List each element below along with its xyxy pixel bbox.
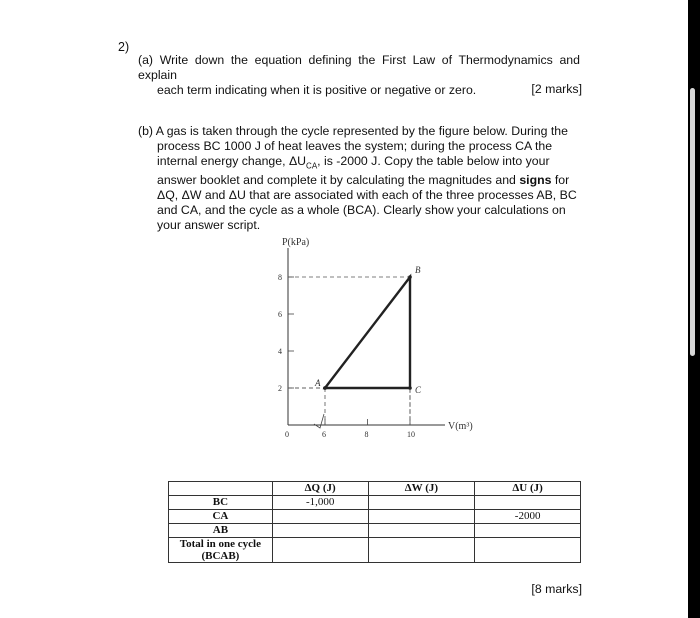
part-b-line-3	[138, 154, 580, 173]
cell-bc-dw	[368, 496, 475, 510]
x-tick-label: 0	[285, 430, 289, 439]
y-tick-label: 4	[278, 347, 282, 356]
part-b-line-3-rest: , is -2000 J. Copy the table below into your	[317, 154, 550, 168]
part-a-line-1: (a) Write down the equation defining the First Law of Thermodynamics and explain	[138, 53, 580, 82]
axis-break-mark	[314, 414, 324, 428]
x-tick-label: 10	[407, 430, 415, 439]
header-dq: ΔQ (J)	[272, 482, 368, 496]
y-axis-label: P(kPa)	[282, 237, 310, 248]
cell-ca-dq	[272, 510, 368, 524]
table-row	[169, 524, 581, 538]
header-du: ΔU (J)	[475, 482, 581, 496]
cell-ab-dw	[368, 524, 475, 538]
table-header-row	[169, 482, 581, 496]
y-tick-label: 2	[278, 384, 282, 393]
cell-total-dw	[368, 538, 475, 563]
row-label-ab: AB	[169, 524, 273, 538]
cycle-line	[325, 277, 410, 388]
table-row	[169, 496, 581, 510]
point-label-b: B	[415, 265, 421, 275]
point-label-a: A	[315, 378, 321, 388]
part-a-text	[138, 53, 580, 98]
scrollbar[interactable]	[688, 0, 700, 618]
total-label-line-2: (BCAB)	[201, 550, 240, 562]
header-blank	[169, 482, 273, 496]
part-b-line-7: your answer script.	[157, 218, 261, 233]
vertex-point	[323, 386, 327, 390]
cell-total-dq	[272, 538, 368, 563]
row-label-bc: BC	[169, 496, 273, 510]
delta-u-subscript: CA	[306, 161, 318, 171]
total-label-line-1: Total in one cycle	[179, 538, 261, 550]
signs-emphasis: signs	[519, 173, 552, 188]
part-a-line-2: each term indicating when it is positive or negative or zero.	[157, 83, 477, 97]
cell-bc-dq: -1,000	[272, 496, 368, 510]
part-b-line-6: and CA, and the cycle as a whole (BCA). Clearly show your calculations on	[157, 203, 566, 218]
part-b-line-5: ΔQ, ΔW and ΔU that are associated with each of the three processes AB, BC	[157, 188, 577, 203]
part-b-line-4-end: for	[554, 173, 570, 188]
question-number: 2)	[118, 40, 130, 54]
part-b-marks: [8 marks]	[531, 582, 582, 596]
table-row	[169, 538, 581, 563]
x-tick-label: 6	[322, 430, 326, 439]
vertex-point	[408, 275, 412, 279]
header-dw: ΔW (J)	[368, 482, 475, 496]
part-b-line-4-text: answer booklet and complete it by calculating the magnitudes and	[157, 173, 516, 188]
y-tick-label: 6	[278, 310, 282, 319]
cell-ca-dw	[368, 510, 475, 524]
part-b-line-2: process BC 1000 J of heat leaves the system; during the process CA the	[157, 139, 553, 153]
part-b-line-4	[138, 173, 580, 188]
cycle-path	[323, 275, 412, 390]
delta-u-symbol: internal energy change, ΔU	[157, 154, 307, 168]
cell-ab-du	[475, 524, 581, 538]
table-row	[169, 510, 581, 524]
cell-ab-dq	[272, 524, 368, 538]
answer-table	[168, 481, 581, 563]
part-b-line-1: (b) A gas is taken through the cycle represented by the figure below. During the	[138, 124, 568, 138]
pv-diagram	[262, 232, 502, 452]
x-tick-label: 8	[364, 430, 369, 439]
cell-total-du	[475, 538, 581, 563]
cell-ca-du: -2000	[475, 510, 581, 524]
y-tick-label: 8	[278, 273, 282, 282]
x-axis-label: V(m³)	[448, 421, 473, 432]
row-label-ca: CA	[169, 510, 273, 524]
row-label-total	[169, 538, 273, 563]
part-b-text	[138, 124, 580, 233]
vertex-point	[408, 386, 412, 390]
cell-bc-du	[475, 496, 581, 510]
part-a-marks: [2 marks]	[531, 82, 582, 96]
point-label-c: C	[415, 385, 422, 395]
scrollbar-thumb[interactable]	[690, 88, 695, 356]
